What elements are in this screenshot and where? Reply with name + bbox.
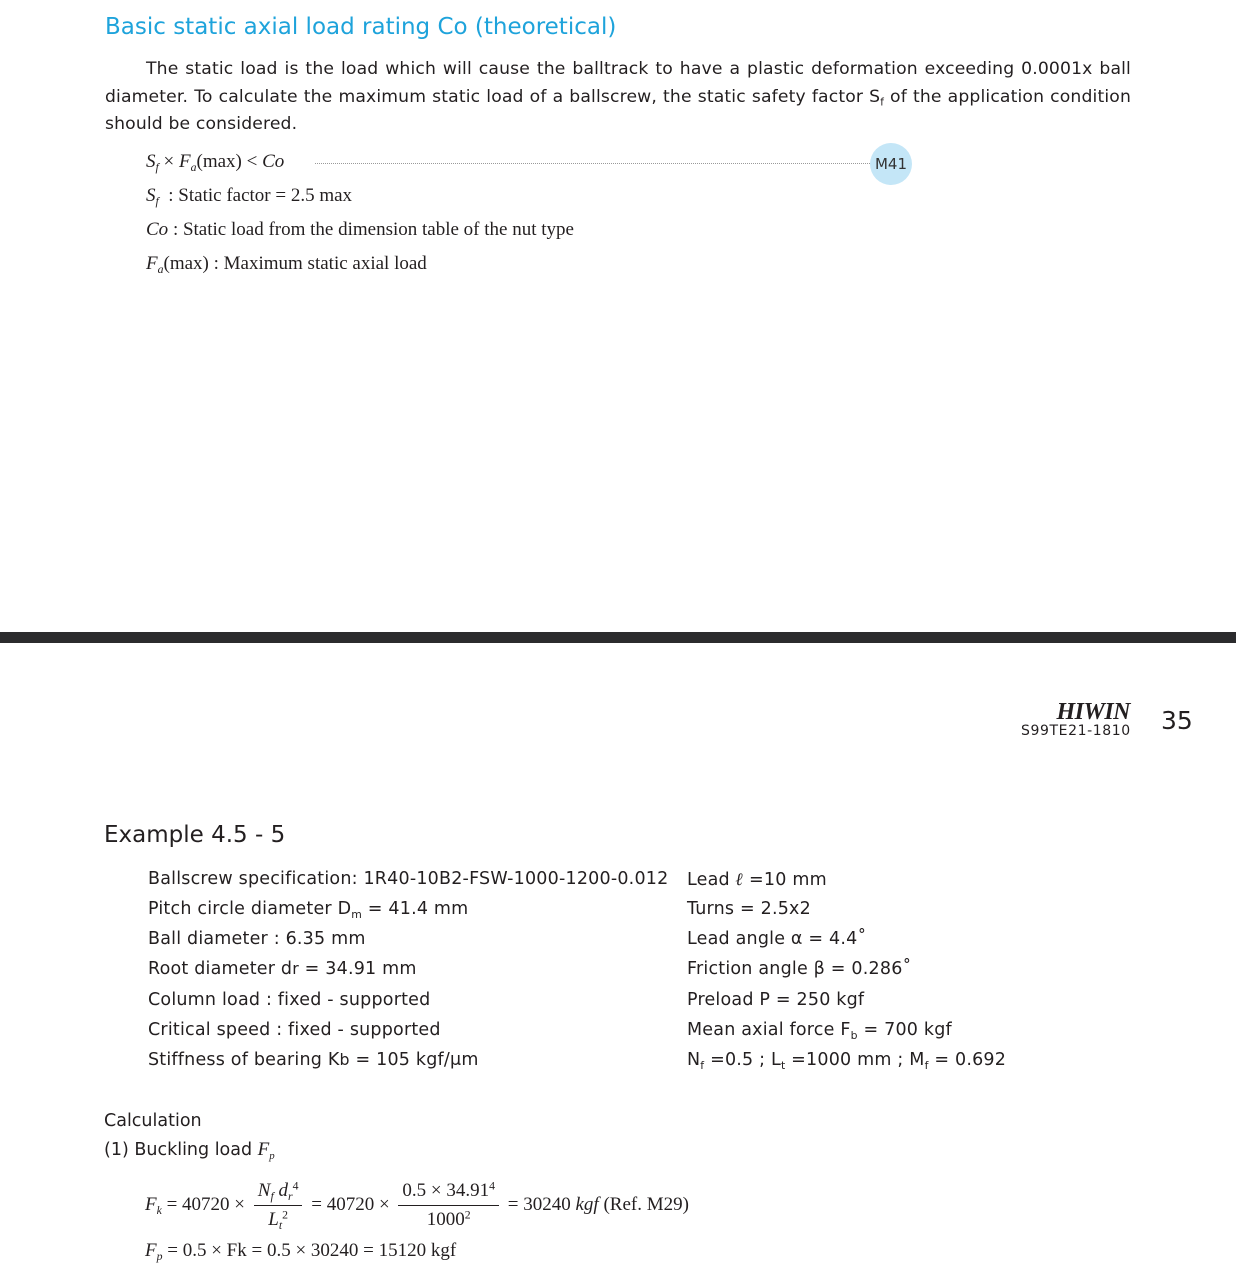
spec-factors <box>687 1050 1006 1070</box>
formula-m41 <box>146 151 284 173</box>
section-title: Basic static axial load rating Co (theoretical) <box>105 14 617 40</box>
spec-m-label: =1000 mm ; M <box>785 1050 925 1070</box>
fk-symbol: F <box>145 1193 157 1215</box>
spec-lead-symbol: ℓ <box>735 869 744 889</box>
formula-max-lt: (max) < <box>196 151 263 172</box>
spec-root-label: Root diameter d <box>148 959 293 979</box>
spec-n-label: N <box>687 1050 701 1070</box>
spec-mean-force <box>687 1020 952 1040</box>
frac2-den: 1000 <box>426 1209 465 1230</box>
spec-ballscrew: Ballscrew specification: 1R40-10B2-FSW-1000-1200-0.012 <box>148 869 669 889</box>
eq-ref: (Ref. M29) <box>598 1193 689 1215</box>
frac-l-sub: t <box>278 1219 283 1233</box>
formula-a-sub: a <box>190 161 197 175</box>
frac-l: L <box>268 1209 279 1230</box>
frac-nf: N <box>257 1180 271 1201</box>
spec-stiffness <box>148 1050 479 1070</box>
fraction-general <box>254 1180 303 1231</box>
equation-badge: M41 <box>870 143 912 185</box>
spec-l-label: =0.5 ; L <box>704 1050 781 1070</box>
spec-m-sub: f <box>924 1058 929 1072</box>
spec-preload: Preload P = 250 kgf <box>687 990 865 1010</box>
fp-text: = 0.5 × Fk = 0.5 × 30240 = 15120 kgf <box>162 1240 457 1261</box>
fk-sub: k <box>156 1203 162 1217</box>
def-co-text: : Static load from the dimension table of the nut type <box>168 219 574 240</box>
frac-d: d <box>273 1180 288 1201</box>
eq-unit: kgf <box>575 1193 599 1215</box>
def-sf-sub: f <box>155 195 159 209</box>
def-fa-text: (max) : Maximum static axial load <box>163 253 427 274</box>
fp-symbol: F <box>145 1240 157 1261</box>
spec-pitch-sub: m <box>351 907 363 921</box>
spec-m-value: = 0.692 <box>928 1050 1007 1070</box>
spec-root-sub: r <box>292 959 299 978</box>
def-sf-text: : Static factor = 2.5 max <box>163 185 353 206</box>
step1-f: F <box>257 1139 270 1160</box>
brand-logo: HIWIN <box>1056 699 1130 725</box>
intro-subscript: f <box>880 96 884 109</box>
spec-ball: Ball diameter : 6.35 mm <box>148 929 366 949</box>
fraction-numeric <box>398 1180 499 1231</box>
spec-pitch-label: Pitch circle diameter D <box>148 899 352 919</box>
fraction-numeric-den <box>398 1206 499 1231</box>
example-title: Example 4.5 - 5 <box>104 822 286 848</box>
spec-column: Column load : fixed - supported <box>148 990 431 1010</box>
definition-sf <box>146 185 352 207</box>
def-sf-symbol: S <box>146 185 156 206</box>
step1-label: (1) Buckling load <box>104 1140 258 1160</box>
calculation-step1 <box>104 1139 275 1161</box>
spec-pitch <box>148 899 468 919</box>
def-fa-symbol: F <box>146 253 158 274</box>
spec-stiff-value: = 105 kgf/μm <box>349 1050 479 1070</box>
spec-n-sub: f <box>700 1058 705 1072</box>
frac-d-pow: 4 <box>292 1179 299 1193</box>
spec-l-sub: t <box>780 1058 786 1072</box>
dotted-leader <box>315 163 870 164</box>
equation-fk <box>145 1180 689 1231</box>
spec-critical: Critical speed : fixed - supported <box>148 1020 441 1040</box>
spec-mean-value: = 700 kgf <box>857 1020 952 1040</box>
formula-f: F <box>179 151 191 172</box>
step1-sub: p <box>269 1149 275 1162</box>
spec-stiff-sub: b <box>339 1050 350 1069</box>
spec-lead <box>687 869 827 890</box>
spec-lead-angle: Lead angle α = 4.4˚ <box>687 929 867 949</box>
formula-s: S <box>146 151 156 172</box>
spec-root-value: = 34.91 mm <box>298 959 417 979</box>
spec-mean-label: Mean axial force F <box>687 1020 851 1040</box>
document-code: S99TE21-1810 <box>1021 723 1131 739</box>
definition-fa <box>146 253 427 275</box>
spec-friction: Friction angle β = 0.286˚ <box>687 959 912 979</box>
equation-fp <box>145 1240 456 1262</box>
formula-co: Co <box>262 151 285 172</box>
eq-result: = 30240 <box>503 1193 576 1215</box>
frac2-num: 0.5 × 34.91 <box>402 1180 490 1201</box>
definition-co <box>146 219 574 241</box>
spec-mean-sub: b <box>850 1028 858 1042</box>
intro-paragraph <box>105 56 1131 139</box>
intro-text-2: of the application condition should be considered. <box>105 86 1131 134</box>
spec-lead-label: Lead <box>687 870 736 890</box>
fp-sub: p <box>156 1250 163 1264</box>
spec-lead-value: =10 mm <box>743 870 827 890</box>
frac2-pow: 4 <box>489 1179 496 1193</box>
page-number: 35 <box>1161 706 1193 735</box>
formula-times: × <box>163 151 179 172</box>
formula-f-sub: f <box>155 161 159 175</box>
def-fa-sub: a <box>157 263 164 277</box>
frac-l-pow: 2 <box>282 1208 288 1222</box>
eq-mid: = 40720 × <box>306 1193 395 1215</box>
fraction-general-num <box>254 1180 303 1206</box>
spec-turns: Turns = 2.5x2 <box>687 899 811 919</box>
def-co-symbol: Co <box>146 219 169 240</box>
eq-const: = 40720 × <box>161 1193 250 1215</box>
spec-stiff-label: Stiffness of bearing K <box>148 1050 340 1070</box>
frac-d-sub: r <box>288 1190 293 1204</box>
spec-pitch-value: = 41.4 mm <box>362 899 469 919</box>
spec-root <box>148 959 417 979</box>
frac2-den-pow: 2 <box>464 1208 471 1222</box>
intro-text-1: The static load is the load which will cause the balltrack to have a plastic deformation exceeding 0.0001x ball diameter. To calculate the maximum static load of a ballscrew, the static safety factor S <box>105 59 1131 107</box>
page-divider <box>0 632 1236 643</box>
fraction-numeric-num <box>398 1180 499 1206</box>
fraction-general-den <box>254 1206 303 1231</box>
calculation-heading: Calculation <box>104 1111 202 1131</box>
frac-nf-sub: f <box>270 1190 274 1204</box>
